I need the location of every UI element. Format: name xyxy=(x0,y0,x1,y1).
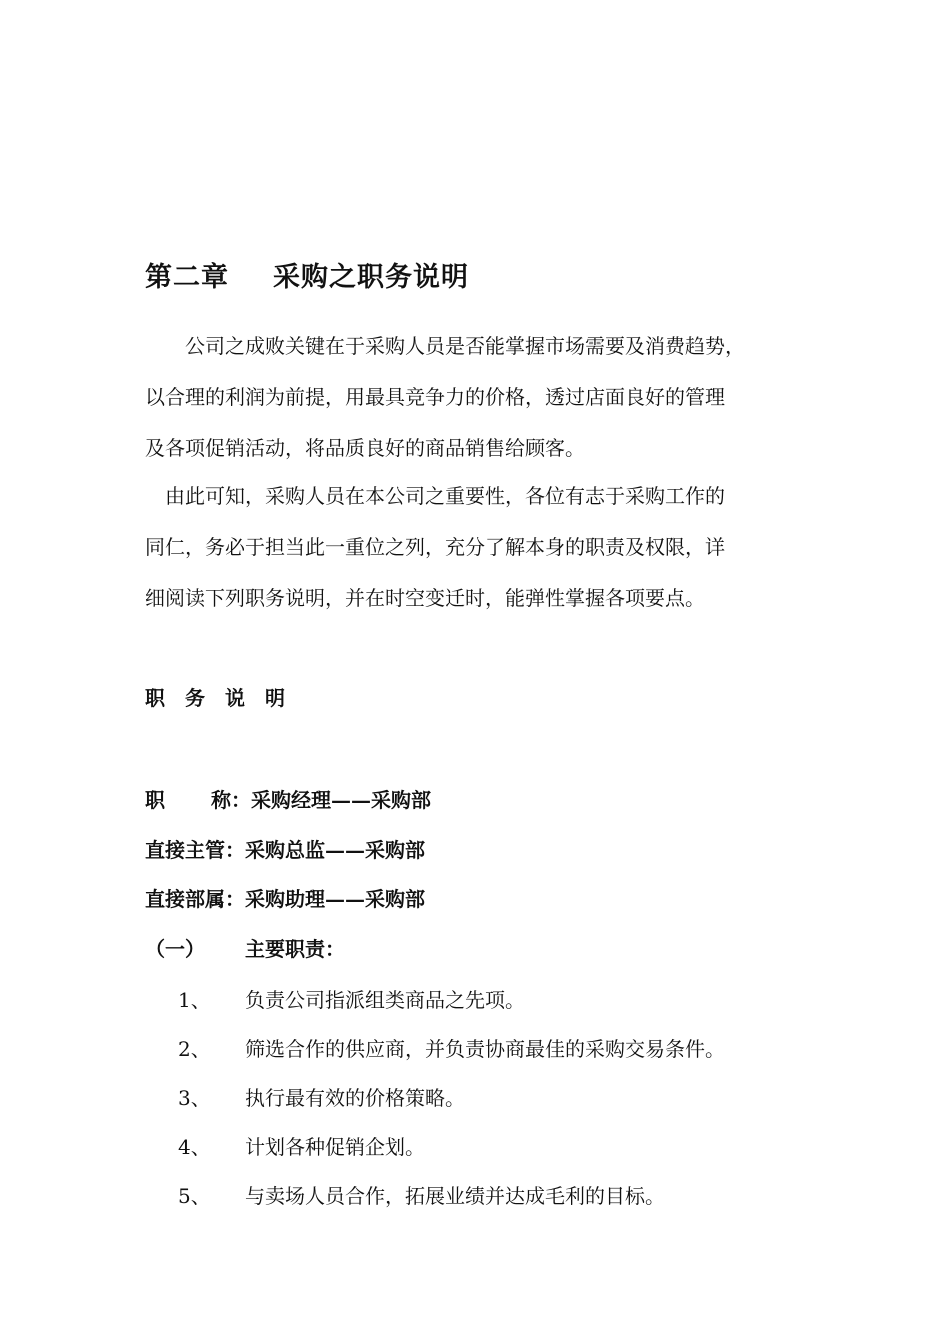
list-item-text: 负责公司指派组类商品之先项。 xyxy=(245,988,525,1012)
intro-paragraph-2 xyxy=(145,471,725,624)
paragraph-line: 以合理的利润为前提，用最具竞争力的价格，透过店面良好的管理 xyxy=(145,385,725,409)
subordinate-label: 直接部属： xyxy=(145,887,245,911)
paragraph-line: 公司之成败关键在于采购人员是否能掌握市场需要及消费趋势， xyxy=(145,334,745,358)
list-item-text: 与卖场人员合作，拓展业绩并达成毛利的目标。 xyxy=(245,1184,665,1208)
job-title-field xyxy=(145,784,431,813)
list-item-text: 执行最有效的价格策略。 xyxy=(245,1086,465,1110)
job-title-value: 采购经理——采购部 xyxy=(251,788,431,812)
duties-index: （一） xyxy=(145,937,205,961)
paragraph-line: 同仁，务必于担当此一重位之列，充分了解本身的职责及权限，详 xyxy=(145,535,725,559)
list-item-number: 1、 xyxy=(178,988,211,1012)
job-title-label-a: 职 xyxy=(145,788,211,812)
list-item-number: 3、 xyxy=(178,1086,211,1110)
list-item-text: 计划各种促销企划。 xyxy=(245,1135,425,1159)
duties-title: 主要职责： xyxy=(245,937,345,961)
list-item-text: 筛选合作的供应商，并负责协商最佳的采购交易条件。 xyxy=(245,1037,725,1061)
paragraph-line: 及各项促销活动，将品质良好的商品销售给顾客。 xyxy=(145,436,585,460)
list-item-number: 2、 xyxy=(178,1037,211,1061)
list-item-number: 5、 xyxy=(178,1184,211,1208)
job-title-label-b: 称： xyxy=(211,788,251,812)
list-item xyxy=(178,1082,465,1111)
list-item xyxy=(178,984,525,1013)
list-item-number: 4、 xyxy=(178,1135,211,1159)
list-item xyxy=(178,1033,725,1062)
subordinate-field xyxy=(145,883,425,912)
chapter-name: 采购之职务说明 xyxy=(273,262,469,293)
list-item xyxy=(178,1131,425,1160)
subordinate-value: 采购助理——采购部 xyxy=(245,887,425,911)
section-heading: 职务说明 xyxy=(145,686,305,710)
list-item xyxy=(178,1180,665,1209)
paragraph-line: 细阅读下列职务说明，并在时空变迁时，能弹性掌握各项要点。 xyxy=(145,586,705,610)
supervisor-label: 直接主管： xyxy=(145,838,245,862)
intro-paragraph-1 xyxy=(145,321,745,474)
supervisor-value: 采购总监——采购部 xyxy=(245,838,425,862)
duties-heading xyxy=(145,933,345,962)
paragraph-line: 由此可知，采购人员在本公司之重要性，各位有志于采购工作的 xyxy=(145,484,725,508)
supervisor-field xyxy=(145,834,425,863)
chapter-number: 第二章 xyxy=(145,262,229,293)
chapter-title xyxy=(145,255,469,294)
